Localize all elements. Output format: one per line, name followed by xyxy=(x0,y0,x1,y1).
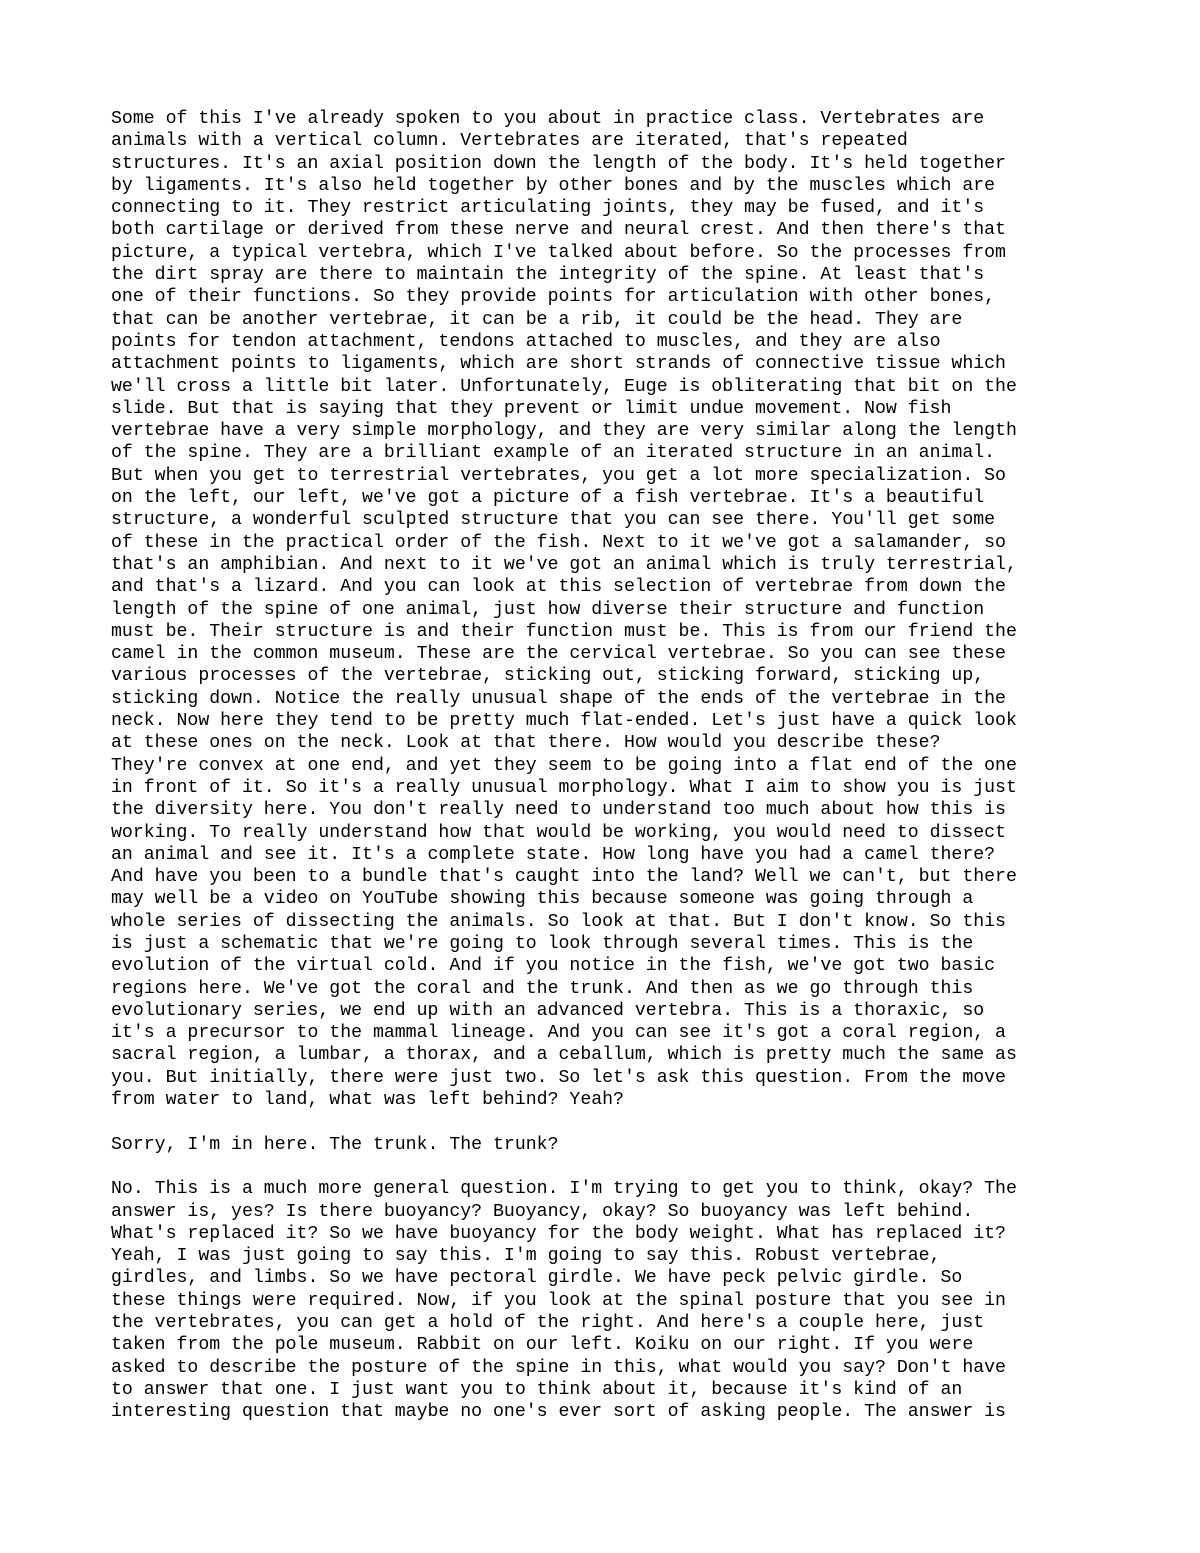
text-line: But when you get to terrestrial vertebrates, you get a lot more specialization. So xyxy=(111,465,1006,486)
text-line: animals with a vertical column. Vertebrates are iterated, that's repeated xyxy=(111,131,908,152)
text-line: from water to land, what was left behind? Yeah? xyxy=(111,1090,624,1111)
text-line: They're convex at one end, and yet they seem to be going into a flat end of the one xyxy=(111,755,1017,776)
text-line: asked to describe the posture of the spine in this, what would you say? Don't have xyxy=(111,1357,1006,1378)
text-line: one of their functions. So they provide points for articulation with other bones, xyxy=(111,287,996,308)
text-line: working. To really understand how that would be working, you would need to dissect xyxy=(111,822,1006,843)
text-line: interesting question that maybe no one's ever sort of asking people. The answer is xyxy=(111,1402,1006,1423)
text-line: these things were required. Now, if you look at the spinal posture that you see in xyxy=(111,1290,1006,1311)
text-line: the vertebrates, you can get a hold of the right. And here's a couple here, just xyxy=(111,1313,985,1334)
text-line: by ligaments. It's also held together by other bones and by the muscles which are xyxy=(111,175,996,196)
text-line: evolution of the virtual cold. And if you notice in the fish, we've got two basic xyxy=(111,956,996,977)
text-line: an animal and see it. It's a complete state. How long have you had a camel there? xyxy=(111,844,996,865)
text-line: attachment points to ligaments, which are short strands of connective tissue which xyxy=(111,354,1006,375)
transcript-paragraph xyxy=(111,1134,1111,1156)
text-line: vertebrae have a very simple morphology, and they are very similar along the length xyxy=(111,421,1017,442)
text-line: and that's a lizard. And you can look at this selection of vertebrae from down the xyxy=(111,577,1006,598)
text-line: Yeah, I was just going to say this. I'm going to say this. Robust vertebrae, xyxy=(111,1246,941,1267)
text-line: answer is, yes? Is there buoyancy? Buoyancy, okay? So buoyancy was left behind. xyxy=(111,1201,974,1222)
text-line: girdles, and limbs. So we have pectoral girdle. We have peck pelvic girdle. So xyxy=(111,1268,963,1289)
paragraph-gap xyxy=(111,1156,1111,1178)
text-line: length of the spine of one animal, just how diverse their structure and function xyxy=(111,599,985,620)
text-line: camel in the common museum. These are the cervical vertebrae. So you can see these xyxy=(111,644,1006,665)
text-line: is just a schematic that we're going to look through several times. This is the xyxy=(111,933,974,954)
text-line: neck. Now here they tend to be pretty much flat-ended. Let's just have a quick look xyxy=(111,711,1017,732)
transcript-paragraph xyxy=(111,1178,1111,1423)
text-line: on the left, our left, we've got a picture of a fish vertebrae. It's a beautiful xyxy=(111,488,985,509)
text-line: may well be a video on YouTube showing this because someone was going through a xyxy=(111,889,974,910)
paragraph-gap xyxy=(111,1111,1111,1133)
text-line: picture, a typical vertebra, which I've talked about before. So the processes from xyxy=(111,242,1006,263)
text-line: it's a precursor to the mammal lineage. And you can see it's got a coral region, a xyxy=(111,1023,1006,1044)
text-line: you. But initially, there were just two. So let's ask this question. From the move xyxy=(111,1067,1006,1088)
text-line: connecting to it. They restrict articulating joints, they may be fused, and it's xyxy=(111,198,985,219)
text-line: of these in the practical order of the fish. Next to it we've got a salamander, so xyxy=(111,532,1006,553)
transcript-paragraph xyxy=(111,108,1111,1111)
text-line: structure, a wonderful sculpted structure that you can see there. You'll get some xyxy=(111,510,996,531)
text-line: No. This is a much more general question. I'm trying to get you to think, okay? The xyxy=(111,1179,1017,1200)
text-line: What's replaced it? So we have buoyancy for the body weight. What has replaced it? xyxy=(111,1223,1006,1244)
document-page xyxy=(111,108,1111,1424)
text-line: evolutionary series, we end up with an advanced vertebra. This is a thoraxic, so xyxy=(111,1000,985,1021)
text-line: sticking down. Notice the really unusual shape of the ends of the vertebrae in the xyxy=(111,688,1006,709)
text-line: structures. It's an axial position down the length of the body. It's held together xyxy=(111,153,1006,174)
text-line: in front of it. So it's a really unusual morphology. What I aim to show you is just xyxy=(111,777,1017,798)
text-line: regions here. We've got the coral and the trunk. And then as we go through this xyxy=(111,978,974,999)
text-line: of the spine. They are a brilliant example of an iterated structure in an animal. xyxy=(111,443,996,464)
text-line: whole series of dissecting the animals. So look at that. But I don't know. So this xyxy=(111,911,1006,932)
text-line: the dirt spray are there to maintain the integrity of the spine. At least that's xyxy=(111,265,985,286)
text-line: at these ones on the neck. Look at that there. How would you describe these? xyxy=(111,733,941,754)
text-line: to answer that one. I just want you to think about it, because it's kind of an xyxy=(111,1379,963,1400)
text-line: that can be another vertebrae, it can be a rib, it could be the head. They are xyxy=(111,309,963,330)
text-line: we'll cross a little bit later. Unfortunately, Euge is obliterating that bit on the xyxy=(111,376,1017,397)
text-line: various processes of the vertebrae, sticking out, sticking forward, sticking up, xyxy=(111,666,985,687)
text-line: both cartilage or derived from these nerve and neural crest. And then there's that xyxy=(111,220,1006,241)
text-line: Sorry, I'm in here. The trunk. The trunk? xyxy=(111,1134,559,1155)
text-line: that's an amphibian. And next to it we've got an animal which is truly terrestrial, xyxy=(111,554,1017,575)
text-line: sacral region, a lumbar, a thorax, and a ceballum, which is pretty much the same as xyxy=(111,1045,1017,1066)
text-line: taken from the pole museum. Rabbit on our left. Koiku on our right. If you were xyxy=(111,1335,974,1356)
text-line: Some of this I've already spoken to you about in practice class. Vertebrates are xyxy=(111,109,985,129)
text-line: points for tendon attachment, tendons attached to muscles, and they are also xyxy=(111,331,941,352)
text-line: And have you been to a bundle that's caught into the land? Well we can't, but there xyxy=(111,867,1017,888)
text-line: must be. Their structure is and their function must be. This is from our friend the xyxy=(111,621,1017,642)
text-line: the diversity here. You don't really need to understand too much about how this is xyxy=(111,800,1006,821)
text-line: slide. But that is saying that they prevent or limit undue movement. Now fish xyxy=(111,398,952,419)
